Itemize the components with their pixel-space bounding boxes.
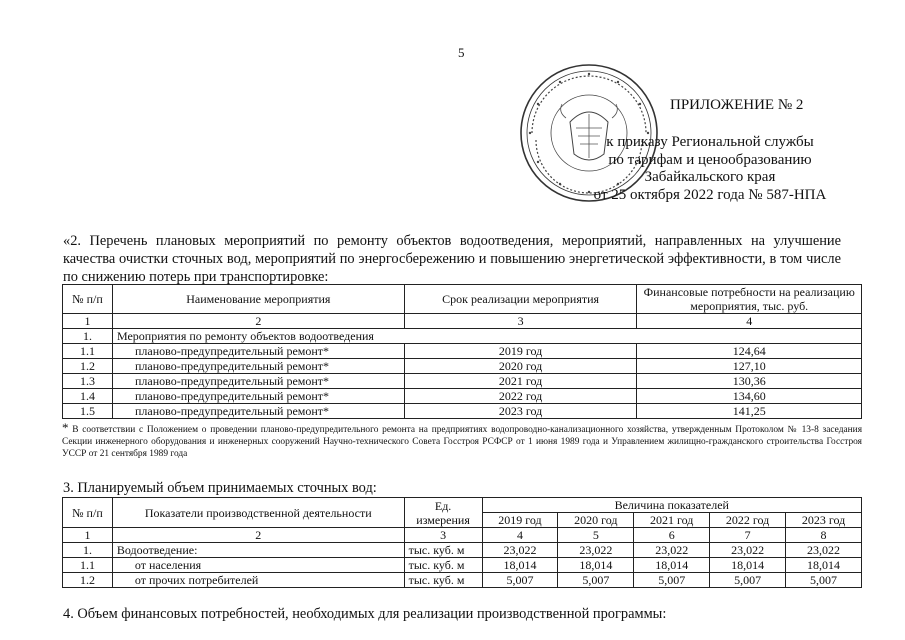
table-row [63, 573, 862, 588]
repair-measures-table [62, 284, 862, 419]
table-header-row [63, 498, 862, 513]
header-cell: 2019 год [482, 513, 558, 528]
wastewater-volume-table [62, 497, 862, 588]
header-cell: Ед. измерения [404, 498, 482, 528]
footnote-star: * [62, 420, 69, 435]
table-cell: 134,60 [637, 389, 862, 404]
table-cell: 5,007 [786, 573, 862, 588]
table-row [63, 558, 862, 573]
table-cell: 7 [710, 528, 786, 543]
table-cell: 124,64 [637, 344, 862, 359]
header-cell: 2022 год [710, 513, 786, 528]
table-cell: Водоотведение: [112, 543, 404, 558]
table-cell: 1 [63, 528, 113, 543]
table-cell: 18,014 [558, 558, 634, 573]
appendix-title: ПРИЛОЖЕНИЕ № 2 [670, 97, 804, 113]
table-cell: тыс. куб. м [404, 558, 482, 573]
section-4-heading: 4. Объем финансовых потребностей, необходимых для реализации производственной программы: [63, 606, 667, 622]
table-cell: тыс. куб. м [404, 543, 482, 558]
table-cell: планово-предупредительный ремонт* [112, 404, 404, 419]
table-cell: планово-предупредительный ремонт* [112, 389, 404, 404]
header-cell: Наименование мероприятия [112, 285, 404, 314]
table-cell: 2023 год [404, 404, 637, 419]
table-cell: 18,014 [710, 558, 786, 573]
footnote-text: В соответствии с Положением о проведении планово-предупредительного ремонта на предприятиях водопроводно-канализационного хозяйства, утвержденным Протоколом № 13-8 заседания Секции инженерного оборудования и инженерных сооружений Научно-технического Совета Госстроя РСФСР от 1 июня 1989 года и Управлением жилищно-гражданского строительства Госстроя УССР от 21 сентября 1989 года [62, 425, 863, 459]
table-cell: планово-предупредительный ремонт* [112, 359, 404, 374]
table-cell: 18,014 [786, 558, 862, 573]
table-cell: 2022 год [404, 389, 637, 404]
table-cell: 2 [112, 314, 404, 329]
table-cell: 4 [637, 314, 862, 329]
table-cell: 1.3 [63, 374, 113, 389]
intro-paragraph: «2. Перечень плановых мероприятий по ремонту объектов водоотведения, мероприятий, направленных на улучшение качества очистки сточных вод, мероприятий по энергосбережению и повышению энергетической эффективности, в том числе по снижению потерь при транспортировке: [63, 233, 841, 285]
table-cell: 2019 год [404, 344, 637, 359]
appendix-line-2: по тарифам и ценообразованию [608, 152, 812, 168]
table-row [63, 359, 862, 374]
table-cell: 1.1 [63, 344, 113, 359]
table-cell: 1.1 [63, 558, 113, 573]
table-cell: 4 [482, 528, 558, 543]
table-cell: 23,022 [786, 543, 862, 558]
table-cell: тыс. куб. м [404, 573, 482, 588]
table-row [63, 374, 862, 389]
table-cell: 3 [404, 314, 637, 329]
table-cell: 2021 год [404, 374, 637, 389]
header-cell: № п/п [63, 498, 113, 528]
header-cell: Величина показателей [482, 498, 861, 513]
table-cell: 1. [63, 329, 113, 344]
table-cell: 8 [786, 528, 862, 543]
table-cell: 6 [634, 528, 710, 543]
page-number: 5 [458, 45, 465, 60]
table-row [63, 389, 862, 404]
table-cell: 18,014 [634, 558, 710, 573]
footnote [62, 422, 862, 460]
table-cell: 18,014 [482, 558, 558, 573]
header-cell: Срок реализации мероприятия [404, 285, 637, 314]
table-cell: 23,022 [710, 543, 786, 558]
header-cell: 2021 год [634, 513, 710, 528]
table-cell: 5,007 [558, 573, 634, 588]
table-row [63, 543, 862, 558]
appendix-line-3: Забайкальского края [644, 169, 776, 185]
section-3-heading: 3. Планируемый объем принимаемых сточных вод: [63, 480, 377, 496]
header-cell: Показатели производственной деятельности [112, 498, 404, 528]
header-cell: 2023 год [786, 513, 862, 528]
appendix-line-4: от 25 октября 2022 года № 587-НПА [593, 187, 827, 203]
table-cell: 5,007 [710, 573, 786, 588]
table-cell: 23,022 [634, 543, 710, 558]
table-cell: 127,10 [637, 359, 862, 374]
header-cell: Финансовые потребности на реализацию мероприятия, тыс. руб. [637, 285, 862, 314]
appendix-line-1: к приказу Региональной службы [606, 134, 814, 150]
table-section-row [63, 329, 862, 344]
header-cell: № п/п [63, 285, 113, 314]
header-cell: 2020 год [558, 513, 634, 528]
table-cell: 5,007 [482, 573, 558, 588]
table-cell: 2020 год [404, 359, 637, 374]
table-index-row [63, 528, 862, 543]
table-cell: от прочих потребителей [112, 573, 404, 588]
table-cell: 2 [112, 528, 404, 543]
table-cell: 5 [558, 528, 634, 543]
table-cell: 5,007 [634, 573, 710, 588]
table-cell: Мероприятия по ремонту объектов водоотведения [112, 329, 861, 344]
table-cell: планово-предупредительный ремонт* [112, 344, 404, 359]
table-cell: 1.5 [63, 404, 113, 419]
table-header-row [63, 285, 862, 314]
table-row [63, 344, 862, 359]
table-cell: 23,022 [558, 543, 634, 558]
table-index-row [63, 314, 862, 329]
table-cell: 141,25 [637, 404, 862, 419]
table-cell: 1. [63, 543, 113, 558]
table-cell: от населения [112, 558, 404, 573]
table-cell: 130,36 [637, 374, 862, 389]
table-cell: 1 [63, 314, 113, 329]
table-cell: 1.4 [63, 389, 113, 404]
table-cell: 3 [404, 528, 482, 543]
table-cell: 1.2 [63, 573, 113, 588]
table-cell: 1.2 [63, 359, 113, 374]
table-cell: планово-предупредительный ремонт* [112, 374, 404, 389]
table-row [63, 404, 862, 419]
table-cell: 23,022 [482, 543, 558, 558]
